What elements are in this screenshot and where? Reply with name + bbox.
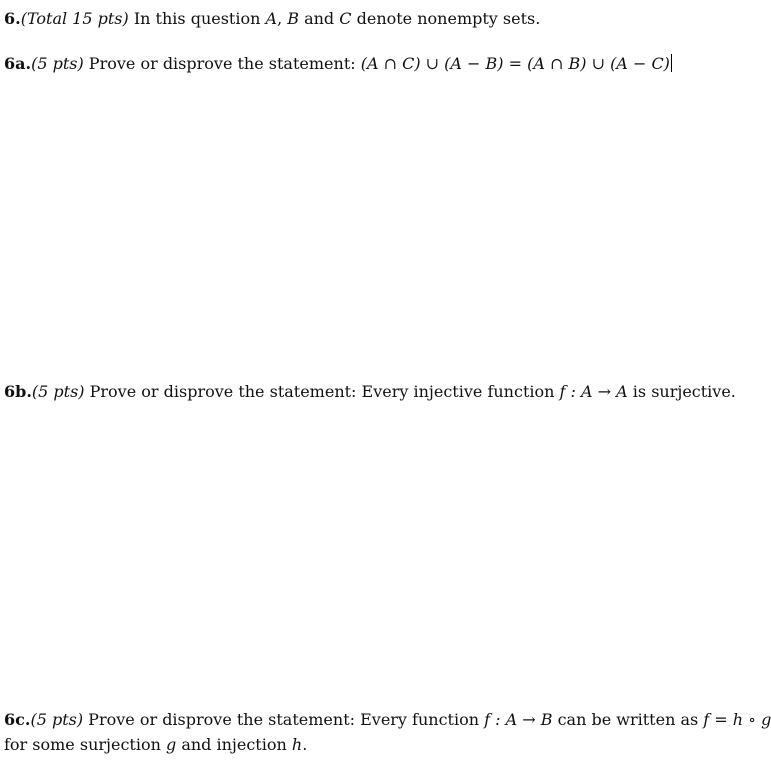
text-cursor [671,54,672,72]
function-formula: f : A → A [559,382,628,401]
composition-formula: f = h ∘ g [703,710,771,729]
question-number: 6c. [4,710,31,729]
question-text: Prove or disprove the statement: Every injective function [84,382,560,401]
points-label: (Total 15 pts) [20,9,129,28]
function-h: h [291,735,303,754]
points-label: (5 pts) [31,54,84,73]
question-text-mid: can be written as [552,710,704,729]
question-6c [4,709,771,731]
set-b: B [287,9,299,28]
question-6a [4,53,672,75]
and-text: and [299,9,340,28]
answer-area-6b[interactable] [0,408,760,698]
question-text: Prove or disprove the statement: Every function [83,710,485,729]
question-number: 6a. [4,54,32,73]
points-label: (5 pts) [30,710,84,729]
comma: , [277,9,288,28]
question-text-end: denote nonempty sets. [351,9,541,28]
question-text-end: is surjective. [627,382,736,401]
set-c: C [339,9,352,28]
question-6-header [4,8,540,30]
answer-area-6a[interactable] [0,80,760,370]
question-number: 6. [4,9,21,28]
question-6c-line2 [4,734,307,756]
function-formula: f : A → B [484,710,553,729]
question-text: for some surjection [4,735,166,754]
question-text: In this question [128,9,266,28]
period: . [302,735,308,754]
question-number: 6b. [4,382,32,401]
set-a: A [265,9,278,28]
points-label: (5 pts) [31,382,85,401]
question-6b [4,381,736,403]
function-g: g [165,735,177,754]
set-formula: (A ∩ C) ∪ (A − B) = (A ∩ B) ∪ (A − C) [360,54,670,73]
question-text-mid: and injection [176,735,292,754]
question-text: Prove or disprove the statement: [83,54,361,73]
